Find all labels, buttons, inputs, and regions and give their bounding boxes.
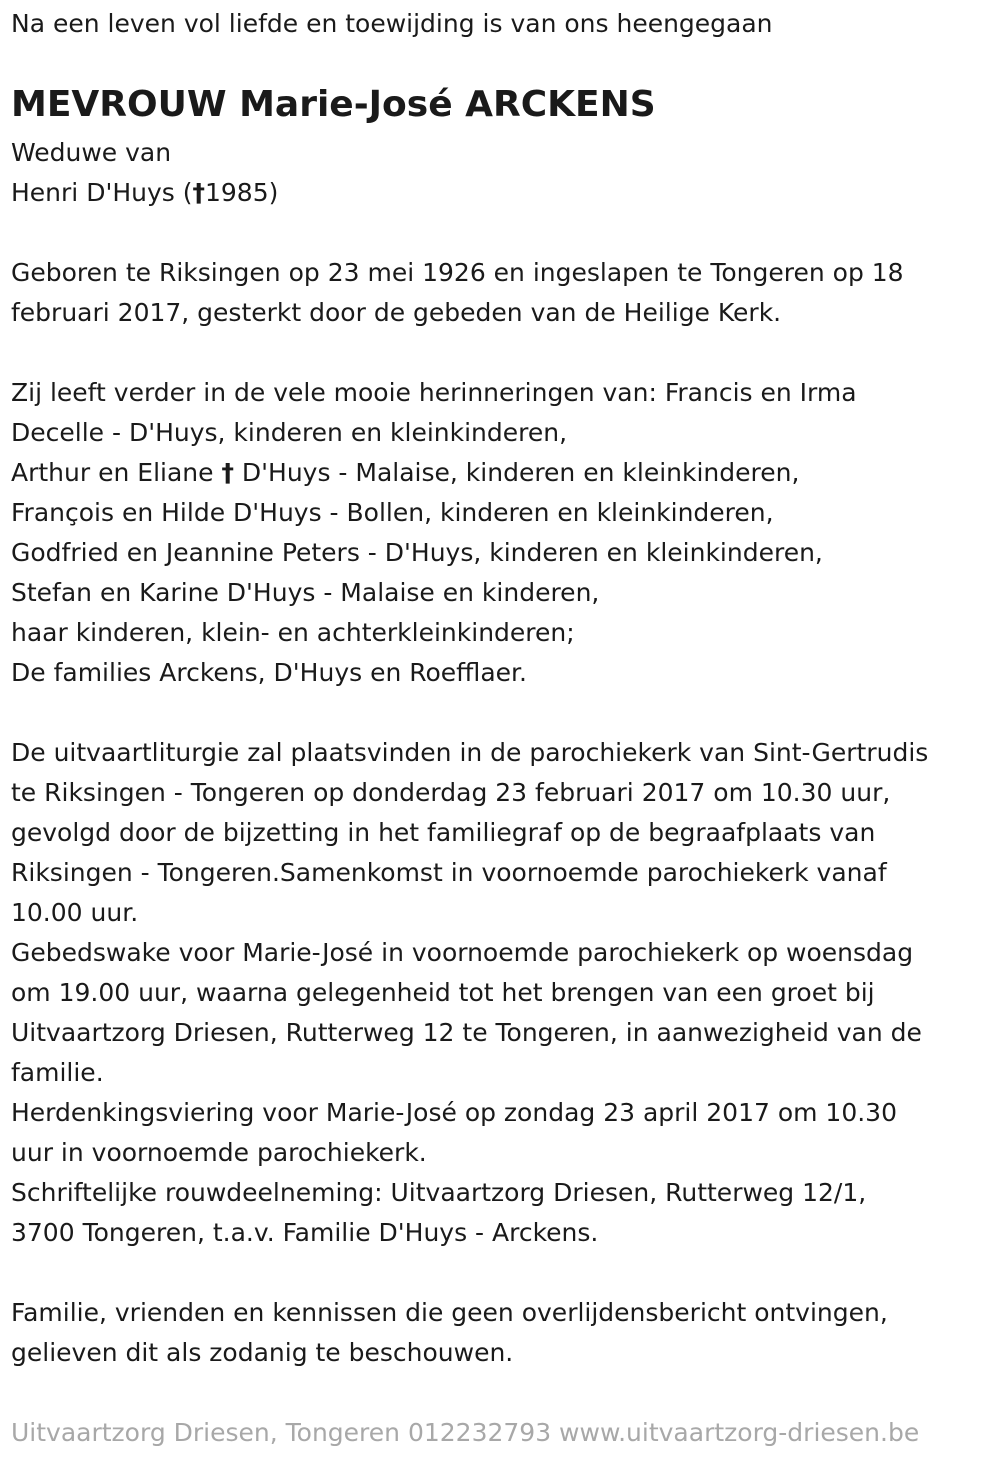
ceremony-line: te Riksingen - Tongeren op donderdag 23 februari 2017 om 10.30 uur,	[11, 778, 891, 807]
wake-line: Gebedswake voor Marie-José in voornoemde parochiekerk op woensdag	[11, 938, 914, 967]
ceremony-line: De uitvaartliturgie zal plaatsvinden in de parochiekerk van Sint-Gertrudis	[11, 738, 929, 767]
ceremony-line: Riksingen - Tongeren.Samenkomst in voornoemde parochiekerk vanaf	[11, 858, 887, 887]
funeral-home-footer: Uitvaartzorg Driesen, Tongeren 012232793 www.uitvaartzorg-driesen.be	[11, 1418, 920, 1447]
family-line: De families Arckens, D'Huys en Roefflaer.	[11, 658, 527, 687]
cross-icon: †	[221, 458, 234, 487]
wake-line: Uitvaartzorg Driesen, Rutterweg 12 te Tongeren, in aanwezigheid van de	[11, 1018, 922, 1047]
family-line	[11, 453, 857, 493]
closing-section	[11, 1293, 888, 1373]
family-name-part: Arthur en Eliane	[11, 458, 222, 487]
family-line: François en Hilde D'Huys - Bollen, kinderen en kleinkinderen,	[11, 498, 774, 527]
family-line: haar kinderen, klein- en achterkleinkinderen;	[11, 618, 575, 647]
widow-line: Weduwe van	[11, 138, 172, 167]
birth-death-line: Geboren te Riksingen op 23 mei 1926 en ingeslapen te Tongeren op 18	[11, 258, 904, 287]
ceremony-line: 10.00 uur.	[11, 898, 139, 927]
memorial-line: uur in voornoemde parochiekerk.	[11, 1138, 427, 1167]
birth-death-section	[11, 253, 904, 333]
closing-line: gelieven dit als zodanig te beschouwen.	[11, 1338, 514, 1367]
family-section	[11, 373, 857, 693]
deceased-name-heading: MEVROUW Marie-José ARCKENS	[11, 84, 656, 125]
birth-death-line: februari 2017, gesterkt door de gebeden van de Heilige Kerk.	[11, 298, 782, 327]
ceremony-line: gevolgd door de bijzetting in het familiegraf op de begraafplaats van	[11, 818, 876, 847]
family-line: Godfried en Jeannine Peters - D'Huys, kinderen en kleinkinderen,	[11, 538, 823, 567]
spouse-line	[11, 173, 278, 213]
cross-icon: †	[192, 178, 205, 207]
closing-line: Familie, vrienden en kennissen die geen overlijdensbericht ontvingen,	[11, 1298, 888, 1327]
family-line: Decelle - D'Huys, kinderen en kleinkinderen,	[11, 418, 568, 447]
wake-line: familie.	[11, 1058, 104, 1087]
family-line: Stefan en Karine D'Huys - Malaise en kinderen,	[11, 578, 600, 607]
condolence-address-line: 3700 Tongeren, t.a.v. Familie D'Huys - Arckens.	[11, 1218, 599, 1247]
widow-section	[11, 133, 278, 213]
wake-line: om 19.00 uur, waarna gelegenheid tot het brengen van een groet bij	[11, 978, 875, 1007]
family-name-part: D'Huys - Malaise, kinderen en kleinkinderen,	[233, 458, 800, 487]
spouse-name: Henri D'Huys (	[11, 178, 193, 207]
family-line: Zij leeft verder in de vele mooie herinneringen van: Francis en Irma	[11, 378, 857, 407]
intro-text: Na een leven vol liefde en toewijding is van ons heengegaan	[11, 9, 773, 38]
ceremony-section	[11, 733, 928, 1253]
spouse-death-year: 1985)	[204, 178, 279, 207]
condolence-address-line: Schriftelijke rouwdeelneming: Uitvaartzorg Driesen, Rutterweg 12/1,	[11, 1178, 867, 1207]
memorial-line: Herdenkingsviering voor Marie-José op zondag 23 april 2017 om 10.30	[11, 1098, 897, 1127]
